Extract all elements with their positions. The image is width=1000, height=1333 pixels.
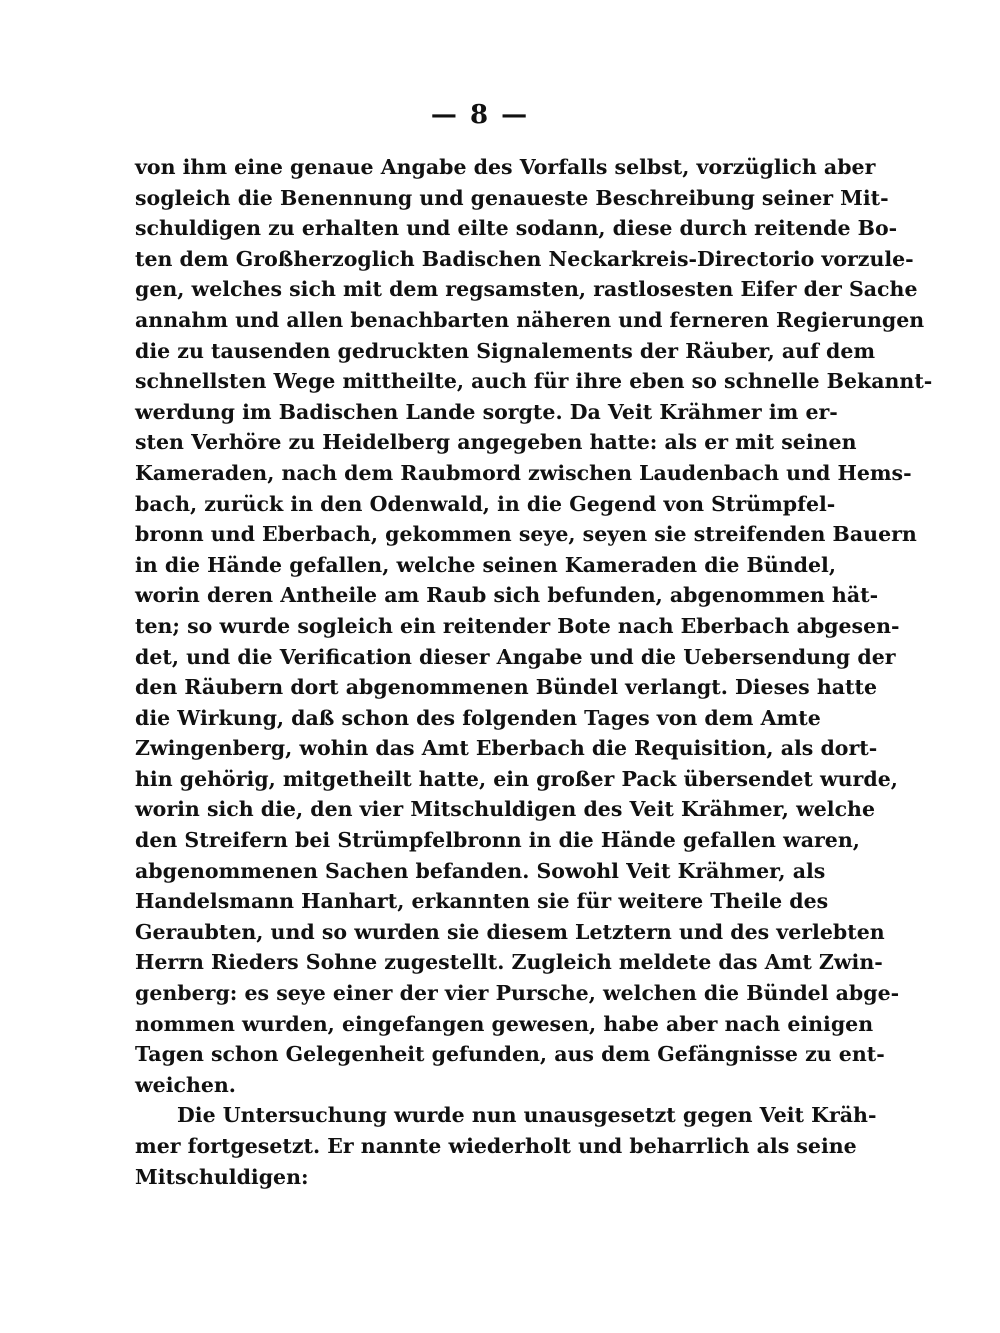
- text-line: Herrn Rieders Sohne zugestellt. Zugleich meldete das Amt Zwin-: [135, 950, 883, 975]
- text-line: Zwingenberg, wohin das Amt Eberbach die Requisition, als dort-: [135, 736, 878, 761]
- text-line: von ihm eine genaue Angabe des Vorfalls selbst, vorzüglich aber: [135, 155, 876, 179]
- paragraph-1: [135, 152, 933, 1100]
- text-line: mer fortgesetzt. Er nannte wiederholt und beharrlich als seine: [135, 1134, 857, 1158]
- text-line: bach, zurück in den Odenwald, in die Gegend von Strümpfel-: [135, 491, 836, 516]
- text-line: Mitschuldigen:: [135, 1164, 309, 1189]
- text-line: Geraubten, und so wurden sie diesem Letztern und des verlebten: [135, 919, 885, 944]
- page-number: — 8 —: [430, 100, 530, 130]
- text-line: sten Verhöre zu Heidelberg angegeben hatte: als er mit seinen: [135, 430, 857, 455]
- text-line: genberg: es seye einer der vier Pursche, welchen die Bündel abge-: [135, 981, 900, 1006]
- text-line: Die Untersuchung wurde nun unausgesetzt gegen Veit Kräh-: [177, 1103, 877, 1128]
- body-text: [135, 152, 933, 1192]
- text-line: werdung im Badischen Lande sorgte. Da Veit Krähmer im er-: [135, 399, 838, 424]
- text-line: die Wirkung, daß schon des folgenden Tages von dem Amte: [135, 705, 821, 730]
- text-line: den Streifern bei Strümpfelbronn in die Hände gefallen waren,: [135, 828, 860, 853]
- text-line: ten dem Großherzoglich Badischen Neckarkreis-Directorio vorzule-: [135, 246, 914, 271]
- text-line: Handelsmann Hanhart, erkannten sie für weitere Theile des: [135, 889, 829, 914]
- text-line: hin gehörig, mitgetheilt hatte, ein großer Pack übersendet wurde,: [135, 766, 898, 791]
- text-line: die zu tausenden gedruckten Signalements der Räuber, auf dem: [135, 338, 876, 363]
- text-line: abgenommenen Sachen befanden. Sowohl Veit Krähmer, als: [135, 858, 826, 883]
- text-line: in die Hände gefallen, welche seinen Kameraden die Bündel,: [135, 552, 836, 577]
- text-line: ten; so wurde sogleich ein reitender Bote nach Eberbach abgesen-: [135, 613, 900, 638]
- text-line: worin sich die, den vier Mitschuldigen des Veit Krähmer, welche: [135, 797, 875, 822]
- text-line: Tagen schon Gelegenheit gefunden, aus dem Gefängnisse zu ent-: [135, 1042, 885, 1067]
- paragraph-2: [135, 1100, 877, 1192]
- text-line: schuldigen zu erhalten und eilte sodann, diese durch reitende Bo-: [135, 216, 898, 241]
- text-line: den Räubern dort abgenommenen Bündel verlangt. Dieses hatte: [135, 675, 878, 700]
- text-line: weichen.: [135, 1072, 236, 1097]
- text-line: schnellsten Wege mittheilte, auch für ihre eben so schnelle Bekannt-: [135, 369, 933, 394]
- text-line: Kameraden, nach dem Raubmord zwischen Laudenbach und Hems-: [135, 460, 912, 485]
- text-line: bronn und Eberbach, gekommen seye, seyen sie streifenden Bauern: [135, 522, 917, 547]
- text-line: sogleich die Benennung und genaueste Beschreibung seiner Mit-: [135, 185, 889, 210]
- text-line: gen, welches sich mit dem regsamsten, rastlosesten Eifer der Sache: [135, 277, 918, 302]
- text-line: nommen wurden, eingefangen gewesen, habe aber nach einigen: [135, 1011, 874, 1036]
- text-line: annahm und allen benachbarten näheren und ferneren Regierungen: [135, 307, 925, 332]
- text-line: det, und die Verification dieser Angabe und die Uebersendung der: [135, 644, 896, 669]
- text-line: worin deren Antheile am Raub sich befunden, abgenommen hät-: [135, 583, 879, 608]
